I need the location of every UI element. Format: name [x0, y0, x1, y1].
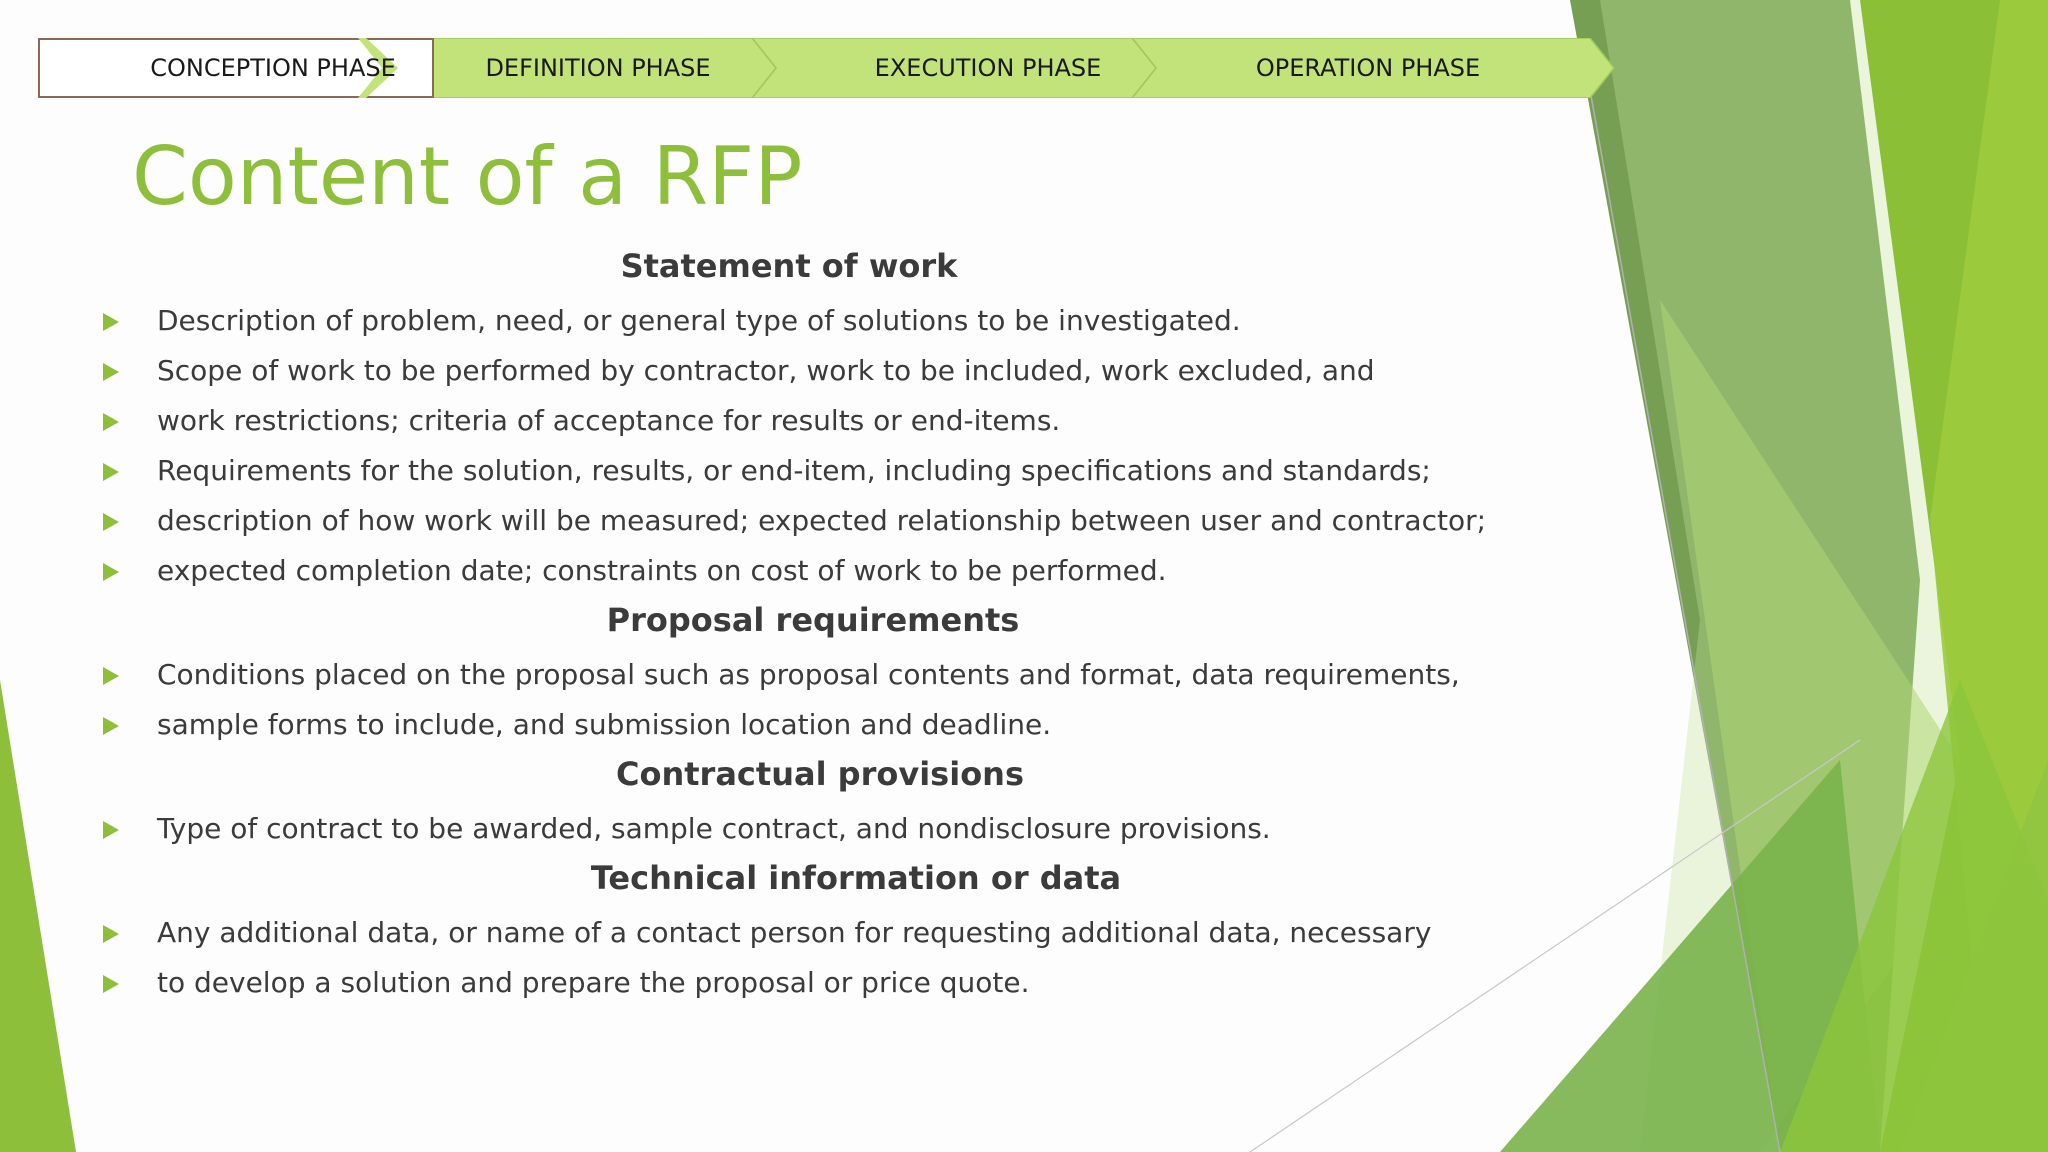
bullet-arrow-icon: [103, 821, 119, 839]
slide-title: Content of a RFP: [132, 130, 803, 223]
bullet-arrow-icon: [103, 363, 119, 381]
list-item-text: expected completion date; constraints on cost of work to be performed.: [157, 554, 1167, 587]
section-heading-technical-information: Technical information or data: [590, 859, 1122, 897]
section-heading-statement-of-work: Statement of work: [620, 247, 958, 285]
bullet-arrow-icon: [103, 563, 119, 581]
list-item-text: Type of contract to be awarded, sample contract, and nondisclosure provisions.: [157, 812, 1271, 845]
phase-label-conception: CONCEPTION PHASE: [150, 54, 396, 82]
list-item-text: Description of problem, need, or general type of solutions to be investigated.: [157, 304, 1241, 337]
list-item-text: description of how work will be measured; expected relationship between user and contractor;: [157, 504, 1487, 537]
list-item-text: work restrictions; criteria of acceptance for results or end-items.: [157, 404, 1061, 437]
list-item-text: Requirements for the solution, results, or end-item, including specifications and standards;: [157, 454, 1431, 487]
list-item-text: Scope of work to be performed by contractor, work to be included, work excluded, and: [157, 354, 1375, 387]
phase-label-definition: DEFINITION PHASE: [485, 54, 711, 82]
list-item-text: Conditions placed on the proposal such as proposal contents and format, data requirements,: [157, 658, 1460, 691]
bullet-arrow-icon: [103, 463, 119, 481]
phase-progress-bar: [38, 38, 1618, 98]
phase-label-operation: OPERATION PHASE: [1255, 54, 1481, 82]
bullet-arrow-icon: [103, 975, 119, 993]
section-heading-contractual-provisions: Contractual provisions: [616, 755, 1024, 793]
bullet-arrow-icon: [103, 667, 119, 685]
list-item-text: to develop a solution and prepare the proposal or price quote.: [157, 966, 1030, 999]
bullet-arrow-icon: [103, 313, 119, 331]
bullet-arrow-icon: [103, 513, 119, 531]
list-item-text: Any additional data, or name of a contact person for requesting additional data, necessary: [157, 916, 1432, 949]
list-item-text: sample forms to include, and submission location and deadline.: [157, 708, 1052, 741]
bullet-arrow-icon: [103, 925, 119, 943]
phase-label-execution: EXECUTION PHASE: [874, 54, 1102, 82]
bullet-arrow-icon: [103, 413, 119, 431]
section-heading-proposal-requirements: Proposal requirements: [606, 601, 1020, 639]
bullet-arrow-icon: [103, 717, 119, 735]
